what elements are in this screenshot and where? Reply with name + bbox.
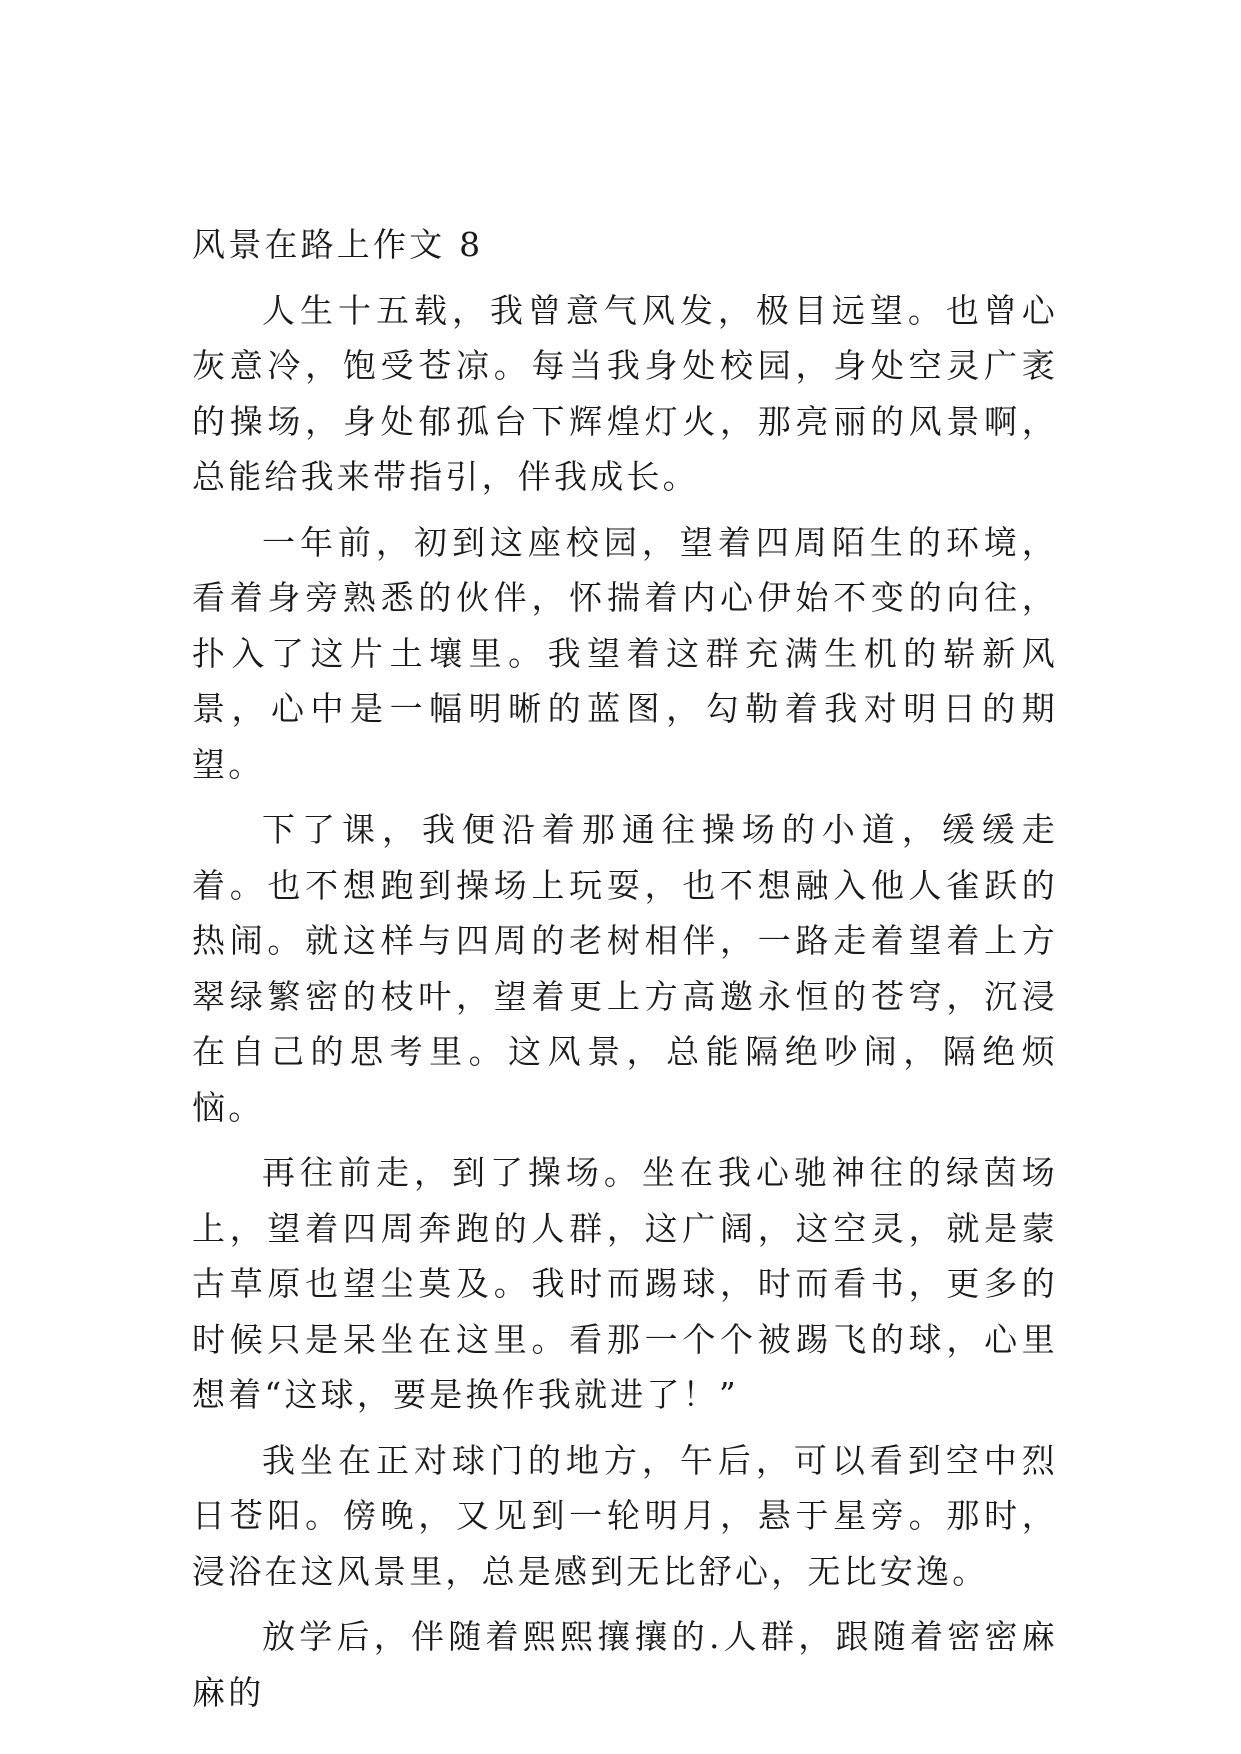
essay-title: 风景在路上作文 8	[192, 225, 484, 264]
paragraph-2: 一年前，初到这座校园，望着四周陌生的环境，看着身旁熟悉的伙伴，怀揣着内心伊始不变的向往，扑入了这片土壤里。我望着这群充满生机的崭新风景，心中是一幅明晰的蓝图，勾勒着我对明日的期望。	[192, 522, 1058, 784]
paragraph-6: 放学后，伴随着熙熙攘攘的.人群，跟随着密密麻麻的	[192, 1617, 1058, 1712]
paragraph-5: 我坐在正对球门的地方，午后，可以看到空中烈日苍阳。傍晚，又见到一轮明月，悬于星旁。那时，浸浴在这风景里，总是感到无比舒心，无比安逸。	[192, 1440, 1058, 1591]
paragraph-3: 下了课，我便沿着那通往操场的小道，缓缓走着。也不想跑到操场上玩耍，也不想融入他人雀跃的热闹。就这样与四周的老树相伴，一路走着望着上方翠绿繁密的枝叶，望着更上方高邀永恒的苍穹，沉浸在自己的思考里。这风景，总能隔绝吵闹，隔绝烦恼。	[192, 810, 1058, 1127]
document-body	[192, 217, 1058, 1720]
paragraph-1: 人生十五载，我曾意气风发，极目远望。也曾心灰意冷，饱受苍凉。每当我身处校园，身处空灵广袤的操场，身处郁孤台下辉煌灯火，那亮丽的风景啊，总能给我来带指引，伴我成长。	[192, 290, 1058, 496]
paragraph-4: 再往前走，到了操场。坐在我心驰神往的绿茵场上，望着四周奔跑的人群，这广阔，这空灵，就是蒙古草原也望尘莫及。我时而踢球，时而看书，更多的时候只是呆坐在这里。看那一个个被踢飞的球，心里想着“这球，要是换作我就进了！”	[192, 1153, 1058, 1414]
